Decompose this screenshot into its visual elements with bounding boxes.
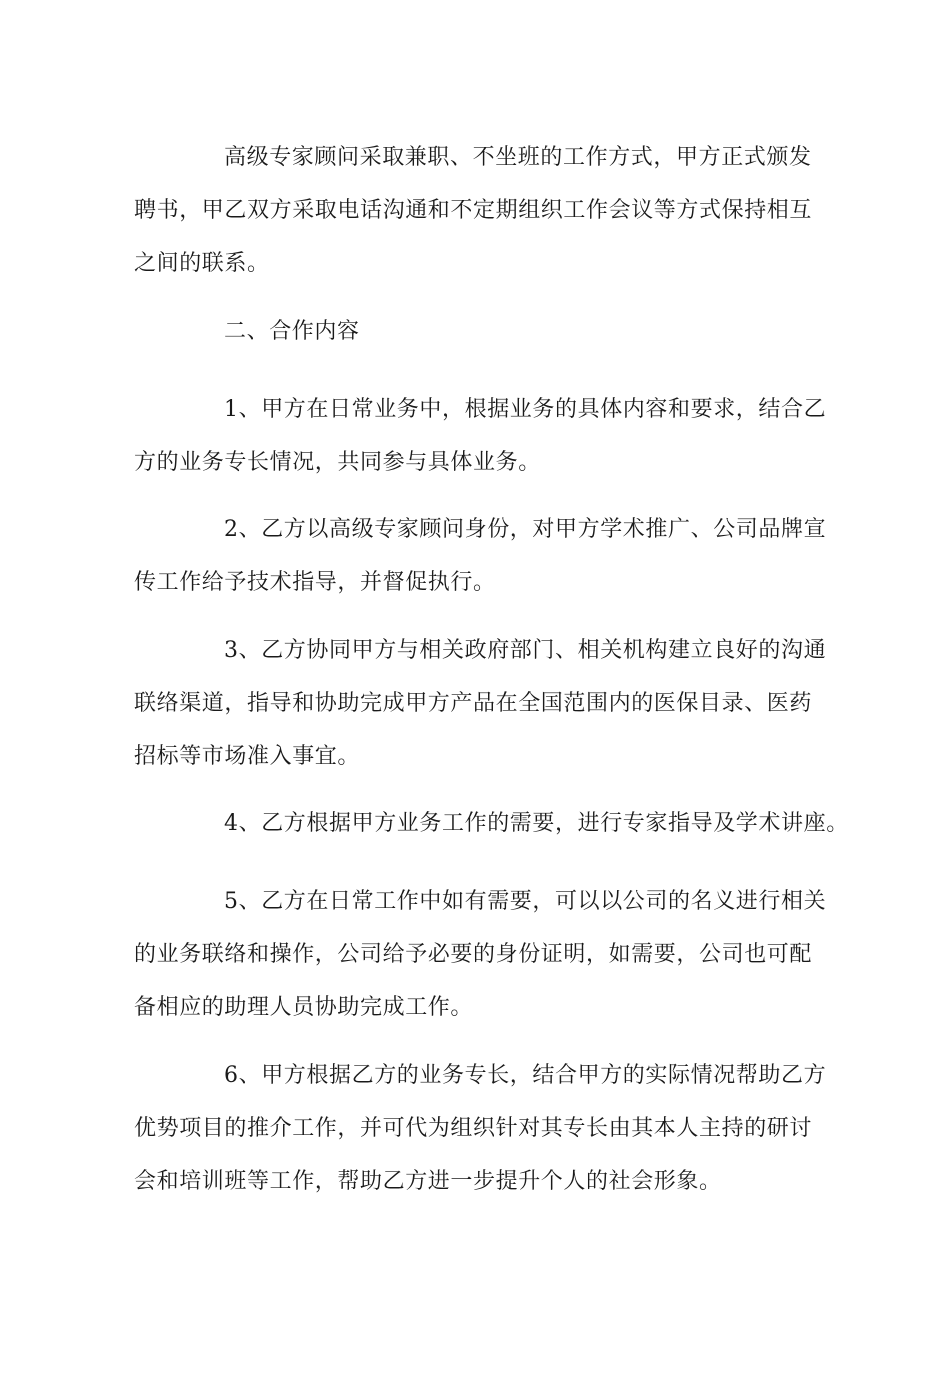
paragraph-line: 备相应的助理人员协助完成工作。 — [134, 995, 474, 1020]
paragraph-line: 传工作给予技术指导，并督促执行。 — [134, 570, 496, 595]
paragraph-line: 4、乙方根据甲方业务工作的需要，进行专家指导及学术讲座。 — [224, 811, 849, 836]
paragraph-line: 之间的联系。 — [134, 251, 270, 276]
paragraph-line: 3、乙方协同甲方与相关政府部门、相关机构建立良好的沟通 — [224, 638, 827, 663]
list-item-2 — [134, 503, 826, 609]
list-item-4 — [134, 797, 849, 850]
paragraph-line: 聘书，甲乙双方采取电话沟通和不定期组织工作会议等方式保持相互 — [134, 198, 813, 223]
paragraph-line: 高级专家顾问采取兼职、不坐班的工作方式，甲方正式颁发 — [224, 145, 812, 170]
list-item-3 — [134, 624, 826, 783]
list-item-5 — [134, 875, 826, 1034]
paragraph-line: 方的业务专长情况，共同参与具体业务。 — [134, 450, 541, 475]
paragraph-line: 会和培训班等工作，帮助乙方进一步提升个人的社会形象。 — [134, 1169, 722, 1194]
paragraph-line: 1、甲方在日常业务中，根据业务的具体内容和要求，结合乙 — [224, 397, 827, 422]
paragraph-line: 联络渠道，指导和协助完成甲方产品在全国范围内的医保目录、医药 — [134, 691, 813, 716]
paragraph-line: 5、乙方在日常工作中如有需要，可以以公司的名义进行相关 — [224, 889, 827, 914]
paragraph-line: 招标等市场准入事宜。 — [134, 744, 361, 769]
list-item-1 — [134, 383, 826, 489]
paragraph-line: 的业务联络和操作，公司给予必要的身份证明，如需要，公司也可配 — [134, 942, 813, 967]
paragraph-line: 优势项目的推介工作，并可代为组织针对其专长由其本人主持的研讨 — [134, 1116, 813, 1141]
list-item-6 — [134, 1049, 826, 1208]
section-heading: 二、合作内容 — [224, 319, 360, 344]
paragraph-line: 2、乙方以高级专家顾问身份，对甲方学术推广、公司品牌宣 — [224, 517, 827, 542]
paragraph-line: 6、甲方根据乙方的业务专长，结合甲方的实际情况帮助乙方 — [224, 1063, 827, 1088]
intro-paragraph — [134, 131, 812, 290]
